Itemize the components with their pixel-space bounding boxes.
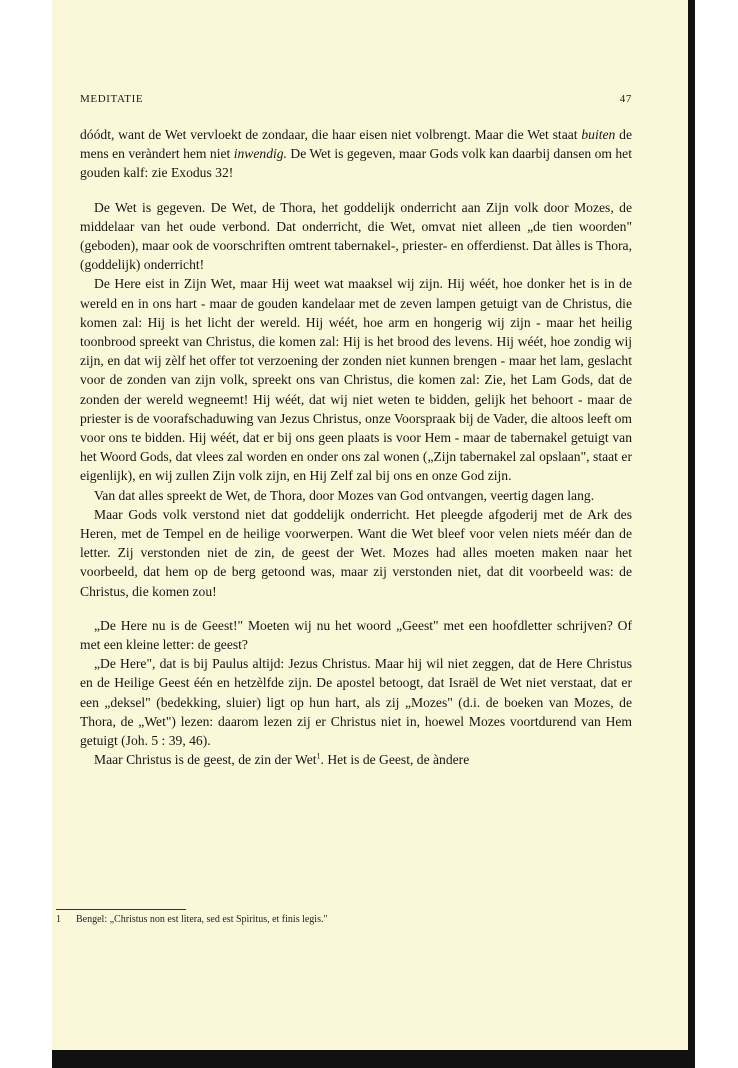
paragraph-2: De Wet is gegeven. De Wet, de Thora, het goddelijk onderricht aan Zijn volk door Mozes, de middelaar van het oude verbond. Dat onderricht, die Wet, omvat niet alleen „de tien woorden" (geboden), maar ook de voorschriften omtrent tabernakel-, priester- en offerdienst. Dat àlles is Thora, (goddelijk) onderricht!: [80, 199, 632, 273]
scan-shadow-bottom: [52, 1050, 695, 1068]
scan-shadow-right: [688, 0, 695, 1068]
footnote-text: Bengel: „Christus non est litera, sed est Spiritus, et finis legis.": [76, 914, 328, 925]
paragraph-7: „De Here", dat is bij Paulus altijd: Jezus Christus. Maar hij wil niet zeggen, dat de Here Christus en de Heilige Geest één en hetzèlfde zijn. De apostel betoogt, dat Israël de Wet niet verstaat, dat er een „deksel" (bedekking, sluier) ligt op hun hart, als zij „Mozes" (d.i. de boeken van Mozes, de Thora, de „Wet") lezen: daarom lezen zij er Christus niet in, hoewel Mozes voortdurend van Hem getuigt (Joh. 5 : 39, 46).: [80, 656, 632, 749]
p8-text-a: Maar Christus is de geest, de zin der Wet: [94, 752, 317, 768]
footnote: [56, 914, 626, 925]
paragraph-4: Van dat alles spreekt de Wet, de Thora, door Mozes van God ontvangen, veertig dagen lang.: [94, 487, 595, 503]
footnote-number: 1: [56, 914, 61, 925]
page-number: 47: [619, 93, 632, 105]
footnote-rule: [56, 909, 186, 910]
footnote-ref: 1: [316, 751, 321, 761]
p1-emphasis-inwendig: inwendig.: [233, 146, 287, 162]
paragraph-3: De Here eist in Zijn Wet, maar Hij weet wat maaksel wij zijn. Hij wéét, hoe donker het is in de wereld en in ons hart - maar de gouden kandelaar met de zeven lampen getuigt van de Christus, die komen zal: Hij is het licht der wereld. Hij wéét, hoe arm en hongerig wij zijn - maar het heilig toonbrood spreekt van Christus, die komen zal: Hij is het brood des levens. Hij wéét, hoe zondig wij zijn, en dat wij zèlf het offer tot verzoening der zonden niet kunnen brengen - maar het lam, geslacht voor de zonden van zijn volk, spreekt ons van Christus, die komen zal: Zie, het Lam Gods, dat de zonden der wereld wegneemt! Hij wéét, dat wij niet weten te bidden, gelijk het behoort - maar de priester is de voorafschaduwing van Jezus Christus, onze Voorspraak bij de Vader, die altoos leeft om voor ons te bidden. Hij wéét, dat er bij ons geen plaats is voor Hem - maar de tabernakel getuigt van het Woord Gods, dat vlees zal worden en onder ons zal wonen („Zijn tabernakel zal opslaan", staat er eigenlijk), en wij zullen Zijn volk zijn, en Hij Zelf zal bij ons en onze God zijn.: [80, 276, 632, 484]
p1-text-b: de mens en veràndert hem niet: [80, 127, 632, 162]
page-scan: [52, 0, 690, 1052]
p1-text-a: dóódt, want de Wet vervloekt de zondaar, die haar eisen niet volbrengt. Maar die Wet staat: [80, 127, 582, 142]
p1-emphasis-buiten: buiten: [581, 127, 616, 142]
running-header: [80, 93, 632, 105]
p1-text-c: De Wet is gegeven, maar Gods volk kan daarbij dansen om het gouden kalf: zie Exodus 32!: [80, 146, 632, 181]
body-text: [80, 125, 632, 770]
paragraph-1: [80, 125, 632, 183]
paragraph-6: „De Here nu is de Geest!" Moeten wij nu het woord „Geest" met een hoofdletter schrijven? Of met een kleine letter: de geest?: [80, 617, 632, 653]
paragraph-5: Maar Gods volk verstond niet dat goddelijk onderricht. Het pleegde afgoderij met de Ark des Heren, met de Tempel en de heilige voorwerpen. Want die Wet bleef voor velen niets méér dan de letter. Zij verstonden niet de zin, de geest der Wet. Mozes had alles moeten maken naar het voorbeeld, dat hem op de berg getoond was, maar zij verstonden niet, dat dit voorbeeld was: de Christus, die komen zou!: [80, 506, 632, 599]
running-title: MEDITATIE: [80, 93, 144, 105]
paragraph-8: [80, 750, 632, 769]
p8-text-b: . Het is de Geest, de àndere: [320, 752, 470, 768]
